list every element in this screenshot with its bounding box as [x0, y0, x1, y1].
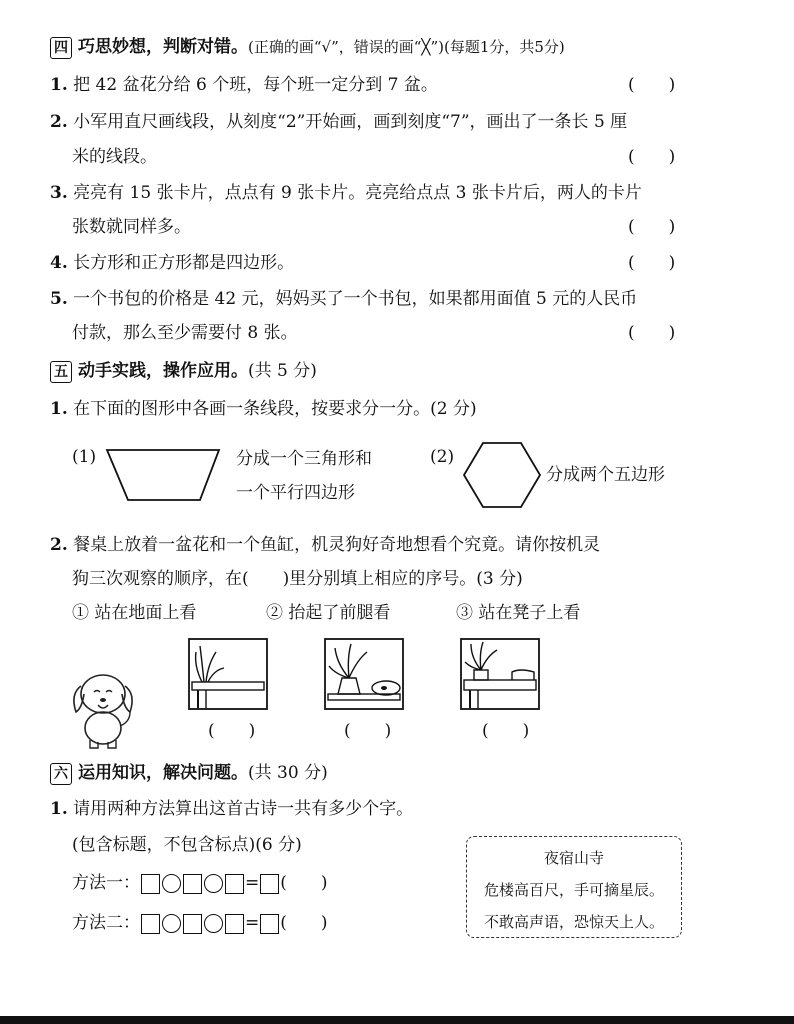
section-5-heading	[50, 360, 317, 383]
figure-1-desc-line2: 一个平行四边形	[236, 483, 355, 503]
section-number: 五	[50, 361, 72, 383]
question-5-1: 1. 在下面的图形中各画一条线段，按要求分一分。(2 分)	[50, 399, 477, 419]
method-1-row	[72, 872, 328, 894]
blank-box[interactable]	[141, 914, 160, 934]
blank-box[interactable]	[141, 874, 160, 894]
option-3: ③ 站在凳子上看	[456, 603, 581, 623]
dog-illustration	[66, 664, 140, 750]
section-score: (共 30 分)	[248, 763, 328, 783]
scene-3	[460, 638, 540, 710]
section-6-heading	[50, 762, 328, 785]
method-2-row	[72, 912, 328, 934]
question-4-1: 1. 把 42 盆花分给 6 个班，每个班一定分到 7 盆。	[50, 75, 438, 95]
question-4-2: 2. 小军用直尺画线段，从刻度“2”开始画，画到刻度“7”，画出了一条长 5 厘	[50, 112, 628, 132]
blank-box[interactable]	[260, 914, 279, 934]
method-1-label: 方法一：	[72, 873, 140, 893]
operator-circle[interactable]	[162, 914, 181, 933]
scene-2-answer[interactable]: ( )	[344, 721, 392, 741]
poem-box	[466, 836, 682, 938]
scene-1	[188, 638, 268, 710]
poem-line-2: 不敢高声语，恐惊天上人。	[483, 913, 664, 931]
hexagon-figure[interactable]	[462, 440, 542, 510]
question-4-4: 4. 长方形和正方形都是四边形。	[50, 253, 295, 273]
section-number: 四	[50, 37, 72, 59]
blank-box[interactable]	[183, 874, 202, 894]
question-4-5: 5. 一个书包的价格是 42 元，妈妈买了一个书包，如果都用面值 5 元的人民币	[50, 289, 638, 309]
question-6-1: 1. 请用两种方法算出这首古诗一共有多少个字。	[50, 799, 414, 819]
blank-box[interactable]	[260, 874, 279, 894]
scene-2	[324, 638, 404, 710]
poem-title: 夜宿山寺	[543, 849, 604, 867]
equals-sign: =	[245, 873, 260, 893]
section-4-heading	[50, 36, 565, 59]
figure-1-label: (1)	[72, 447, 97, 467]
figure-2-desc: 分成两个五边形	[546, 465, 665, 485]
equals-sign: =	[245, 913, 260, 933]
blank-box[interactable]	[225, 874, 244, 894]
figure-1-desc-line1: 分成一个三角形和	[236, 449, 372, 469]
question-4-5-cont: 付款，那么至少需要付 8 张。	[72, 323, 298, 343]
section-number: 六	[50, 763, 72, 785]
answer-paren[interactable]: ( )	[628, 75, 676, 95]
operator-circle[interactable]	[162, 874, 181, 893]
answer-paren[interactable]: ( )	[628, 253, 676, 273]
blank-box[interactable]	[183, 914, 202, 934]
trapezoid-figure[interactable]	[104, 446, 222, 504]
question-4-3: 3. 亮亮有 15 张卡片，点点有 9 张卡片。亮亮给点点 3 张卡片后，两人的卡片	[50, 183, 642, 203]
question-5-2: 2. 餐桌上放着一盆花和一个鱼缸，机灵狗好奇地想看个究竟。请你按机灵	[50, 535, 601, 555]
scene-3-answer[interactable]: ( )	[482, 721, 530, 741]
question-5-2-cont: 狗三次观察的顺序，在( )里分别填上相应的序号。(3 分)	[72, 569, 523, 589]
section-score: (共 5 分)	[248, 361, 317, 381]
unit-paren[interactable]: ( )	[280, 873, 328, 893]
method-2-label: 方法二：	[72, 913, 140, 933]
option-1: ① 站在地面上看	[72, 603, 197, 623]
question-4-2-cont: 米的线段。	[72, 147, 157, 167]
answer-paren[interactable]: ( )	[628, 147, 676, 167]
answer-paren[interactable]: ( )	[628, 323, 676, 343]
answer-paren[interactable]: ( )	[628, 217, 676, 237]
section-title: 动手实践，操作应用。	[78, 361, 248, 381]
option-2: ② 抬起了前腿看	[266, 603, 391, 623]
section-title: 运用知识，解决问题。	[78, 763, 248, 783]
question-6-1-sub: (包含标题，不包含标点)(6 分)	[72, 835, 302, 855]
scene-1-answer[interactable]: ( )	[208, 721, 256, 741]
operator-circle[interactable]	[204, 914, 223, 933]
poem-line-1: 危楼高百尺，手可摘星辰。	[483, 881, 664, 899]
unit-paren[interactable]: ( )	[280, 913, 328, 933]
bottom-border	[0, 1016, 794, 1024]
section-note: (正确的画“√”，错误的画“╳”)(每题1分，共5分)	[248, 38, 565, 56]
question-4-3-cont: 张数就同样多。	[72, 217, 191, 237]
blank-box[interactable]	[225, 914, 244, 934]
figure-2-label: (2)	[430, 447, 455, 467]
section-title: 巧思妙想，判断对错。	[78, 37, 248, 57]
operator-circle[interactable]	[204, 874, 223, 893]
